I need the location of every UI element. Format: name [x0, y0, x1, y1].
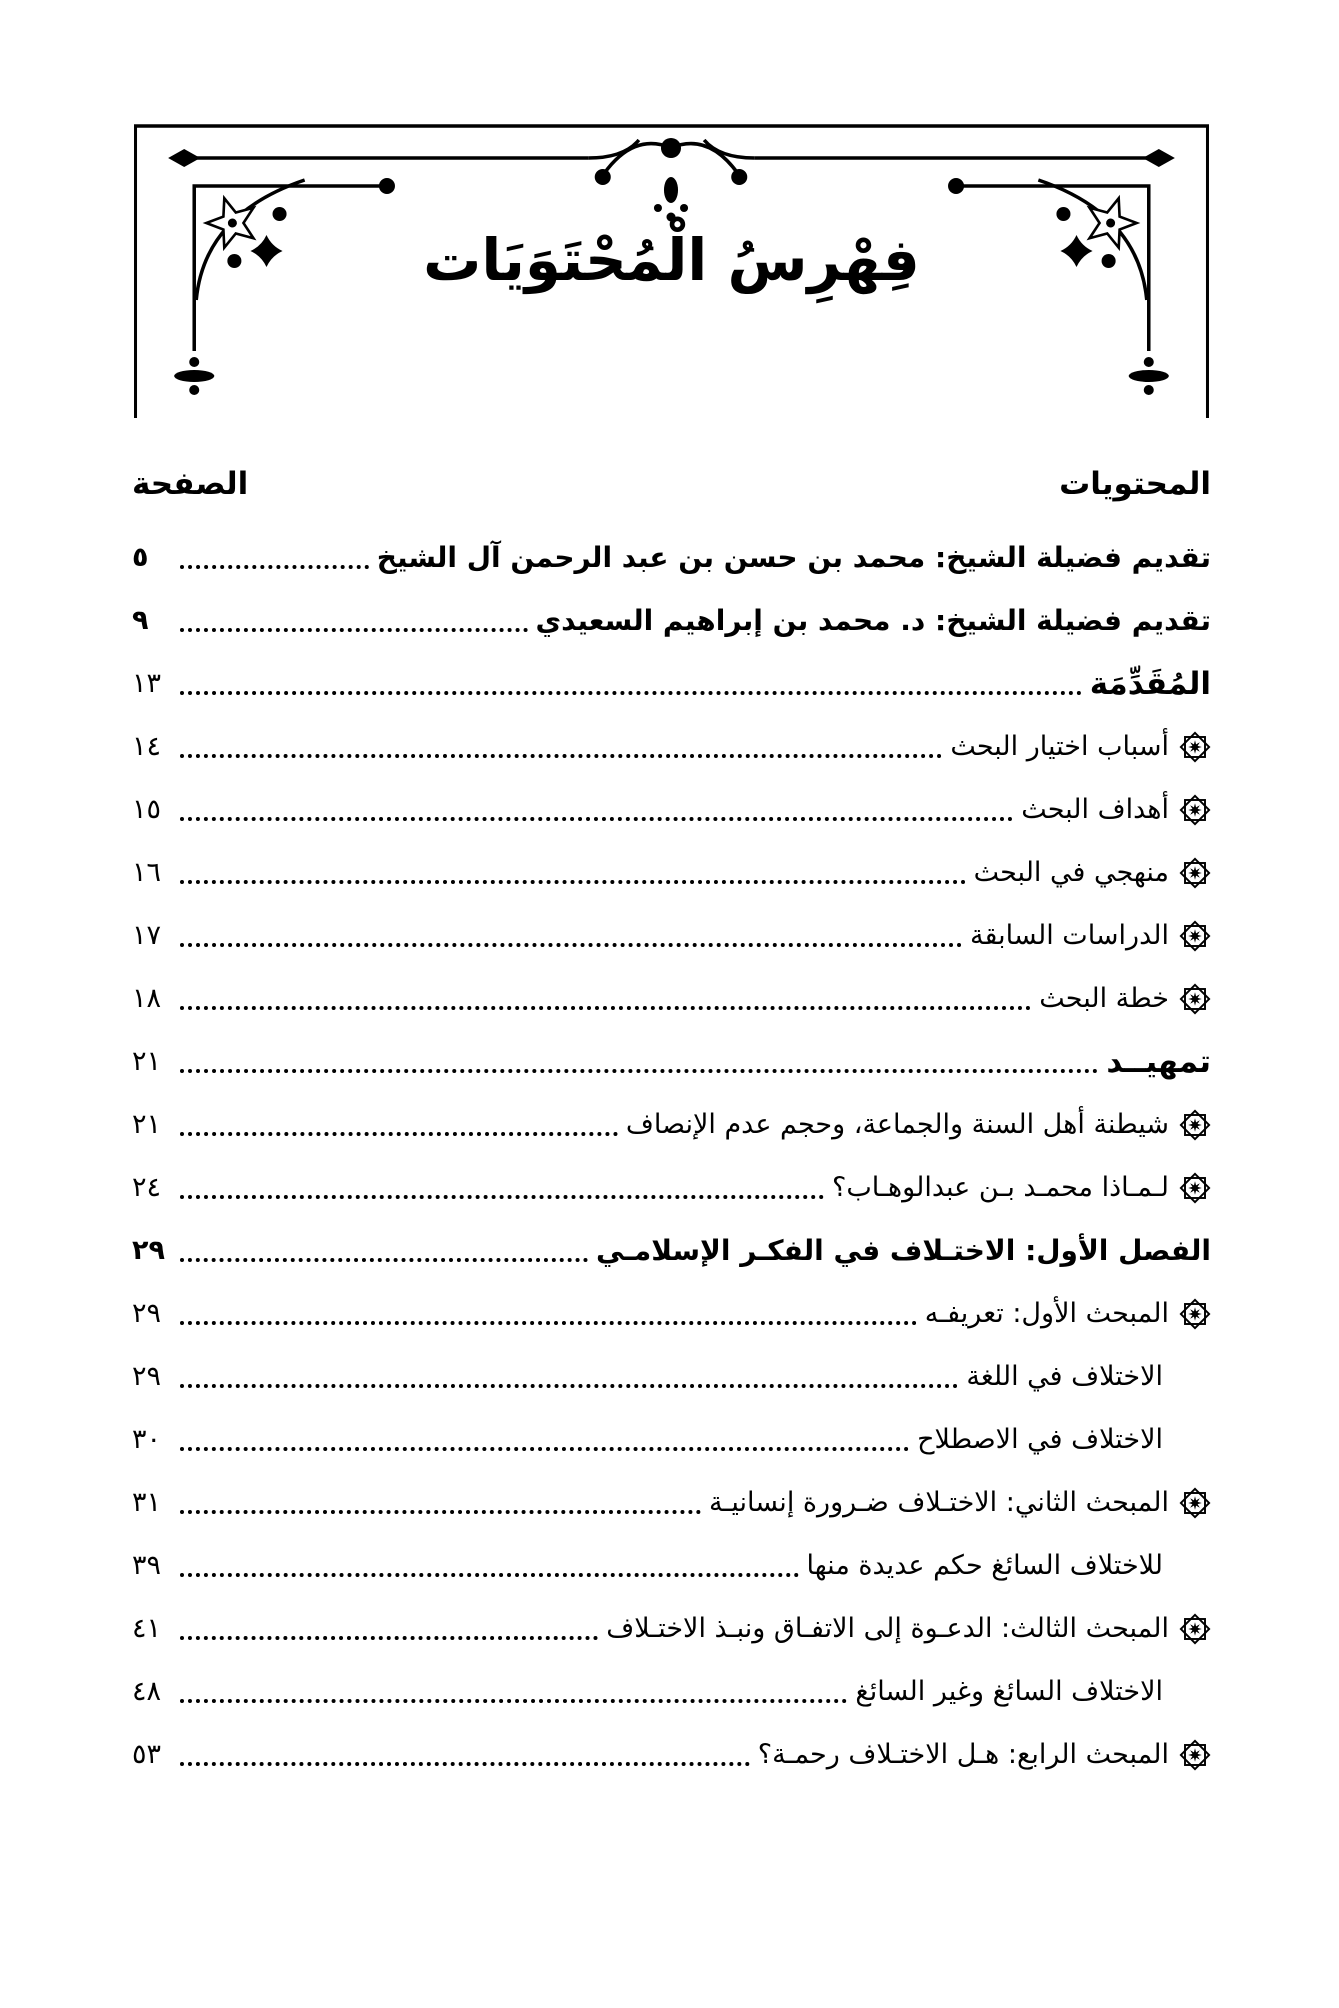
toc-entry-page: ١٧	[132, 920, 162, 951]
toc-entry-page: ٢١	[132, 1046, 162, 1077]
star-ornament-icon	[1179, 920, 1211, 952]
dotted-leader	[180, 1447, 909, 1451]
column-headers	[132, 456, 1211, 502]
toc-entry-page: ١٨	[132, 983, 162, 1014]
toc-entry-title: الاختلاف في اللغة	[966, 1361, 1163, 1392]
star-ornament-icon	[1179, 1487, 1211, 1519]
dotted-leader	[180, 1195, 824, 1199]
toc-entry	[132, 1660, 1211, 1723]
toc-entry-page: ١٦	[132, 857, 162, 888]
toc-entry-title: المبحث الثالث: الدعـوة إلى الاتفـاق ونبـذ الاختـلاف	[606, 1613, 1169, 1644]
toc-entry-title: المبحث الثاني: الاختـلاف ضـرورة إنسانيـة	[708, 1487, 1169, 1518]
toc-entry	[132, 1597, 1211, 1660]
toc-entry-page: ٥	[132, 542, 149, 573]
dotted-leader	[180, 565, 369, 569]
column-header-page: الصفحة	[132, 466, 249, 502]
toc-entry-page: ٢٩	[132, 1361, 162, 1392]
toc-entry-page: ٣١	[132, 1487, 162, 1518]
toc-entry	[132, 967, 1211, 1030]
dotted-leader	[180, 754, 942, 758]
toc-entry	[132, 1282, 1211, 1345]
toc-entry	[132, 589, 1211, 652]
dotted-leader	[180, 1636, 598, 1640]
toc-entry	[132, 1723, 1211, 1786]
toc-entry-title: تقديم فضيلة الشيخ: د. محمد بن إبراهيم السعيدي	[535, 604, 1211, 637]
dotted-leader	[180, 1510, 701, 1514]
toc-entry	[132, 1408, 1211, 1471]
toc-entry-title: المبحث الأول: تعريفـه	[924, 1298, 1169, 1329]
dotted-leader	[180, 1132, 618, 1136]
star-ornament-icon	[1179, 1739, 1211, 1771]
star-ornament-icon	[1179, 1298, 1211, 1330]
toc-entry-page: ٤١	[132, 1613, 162, 1644]
column-header-contents: المحتويات	[1059, 466, 1211, 502]
toc-entry-page: ٢٤	[132, 1172, 162, 1203]
toc-entry-title: المُقَدِّمَة	[1089, 665, 1211, 702]
toc-entry-page: ٢٩	[132, 1298, 162, 1329]
dotted-leader	[180, 1573, 799, 1577]
toc-entry-title: شيطنة أهل السنة والجماعة، وحجم عدم الإنصاف	[625, 1109, 1169, 1140]
dotted-leader	[180, 817, 1013, 821]
star-ornament-icon	[1179, 1109, 1211, 1141]
toc-entry	[132, 1030, 1211, 1093]
toc-entry-title: الفصل الأول: الاختـلاف في الفكـر الإسلامـي	[595, 1234, 1211, 1267]
toc-entry-title: أسباب اختيار البحث	[950, 731, 1169, 762]
toc-entry	[132, 1471, 1211, 1534]
toc-entry-page: ٢١	[132, 1109, 162, 1140]
dotted-leader	[180, 691, 1082, 695]
toc-entry	[132, 1534, 1211, 1597]
toc-entry	[132, 778, 1211, 841]
star-ornament-icon	[1179, 857, 1211, 889]
toc-entry	[132, 1156, 1211, 1219]
toc-entry-title: تمهيــد	[1106, 1043, 1211, 1080]
toc-entry-title: لـمـاذا محمـد بـن عبدالوهـاب؟	[832, 1172, 1169, 1203]
page-header	[132, 118, 1211, 430]
page-title: فِهْرِسُ الْمُحْتَوَيَات	[423, 226, 920, 294]
crown-ornament	[589, 138, 755, 222]
toc-entry	[132, 1219, 1211, 1282]
toc-entry-page: ١٥	[132, 794, 162, 825]
toc-entry-page: ٢٩	[132, 1235, 165, 1266]
dotted-leader	[180, 943, 962, 947]
dotted-leader	[180, 1258, 588, 1262]
toc-entry-title: الاختلاف السائغ وغير السائغ	[855, 1676, 1163, 1707]
toc-entry	[132, 1093, 1211, 1156]
toc-entry-page: ٣٩	[132, 1550, 162, 1581]
star-ornament-icon	[1179, 983, 1211, 1015]
toc-entry	[132, 526, 1211, 589]
toc-entry-title: خطة البحث	[1039, 983, 1169, 1014]
star-ornament-icon	[1179, 794, 1211, 826]
toc-entry-title: الدراسات السابقة	[970, 920, 1169, 951]
dotted-leader	[180, 1762, 750, 1766]
toc-entry	[132, 1345, 1211, 1408]
toc-entry-page: ٤٨	[132, 1676, 162, 1707]
dotted-leader	[180, 628, 528, 632]
toc-entry-page: ٥٣	[132, 1739, 162, 1770]
dotted-leader	[180, 1699, 847, 1703]
toc-entry-page: ٣٠	[132, 1424, 162, 1455]
star-ornament-icon	[1179, 731, 1211, 763]
toc-list	[132, 526, 1211, 1786]
toc-entry-page: ١٣	[132, 668, 162, 699]
toc-entry-page: ١٤	[132, 731, 162, 762]
toc-entry-title: الاختلاف في الاصطلاح	[917, 1424, 1163, 1455]
toc-entry-title: أهداف البحث	[1021, 794, 1169, 825]
dotted-leader	[180, 880, 966, 884]
dotted-leader	[180, 1006, 1031, 1010]
dotted-leader	[180, 1069, 1098, 1073]
toc-entry	[132, 904, 1211, 967]
toc-entry-page: ٩	[132, 605, 149, 636]
dotted-leader	[180, 1384, 958, 1388]
toc-entry-title: المبحث الرابع: هـل الاختـلاف رحمـة؟	[757, 1739, 1169, 1770]
star-ornament-icon	[1179, 1613, 1211, 1645]
toc-entry	[132, 841, 1211, 904]
dotted-leader	[180, 1321, 917, 1325]
toc-entry-title: للاختلاف السائغ حكم عديدة منها	[806, 1550, 1163, 1581]
toc-entry-title: تقديم فضيلة الشيخ: محمد بن حسن بن عبد الرحمن آل الشيخ	[376, 541, 1211, 574]
toc-entry	[132, 715, 1211, 778]
toc-entry-title: منهجي في البحث	[973, 857, 1169, 888]
star-ornament-icon	[1179, 1172, 1211, 1204]
toc-entry	[132, 652, 1211, 715]
